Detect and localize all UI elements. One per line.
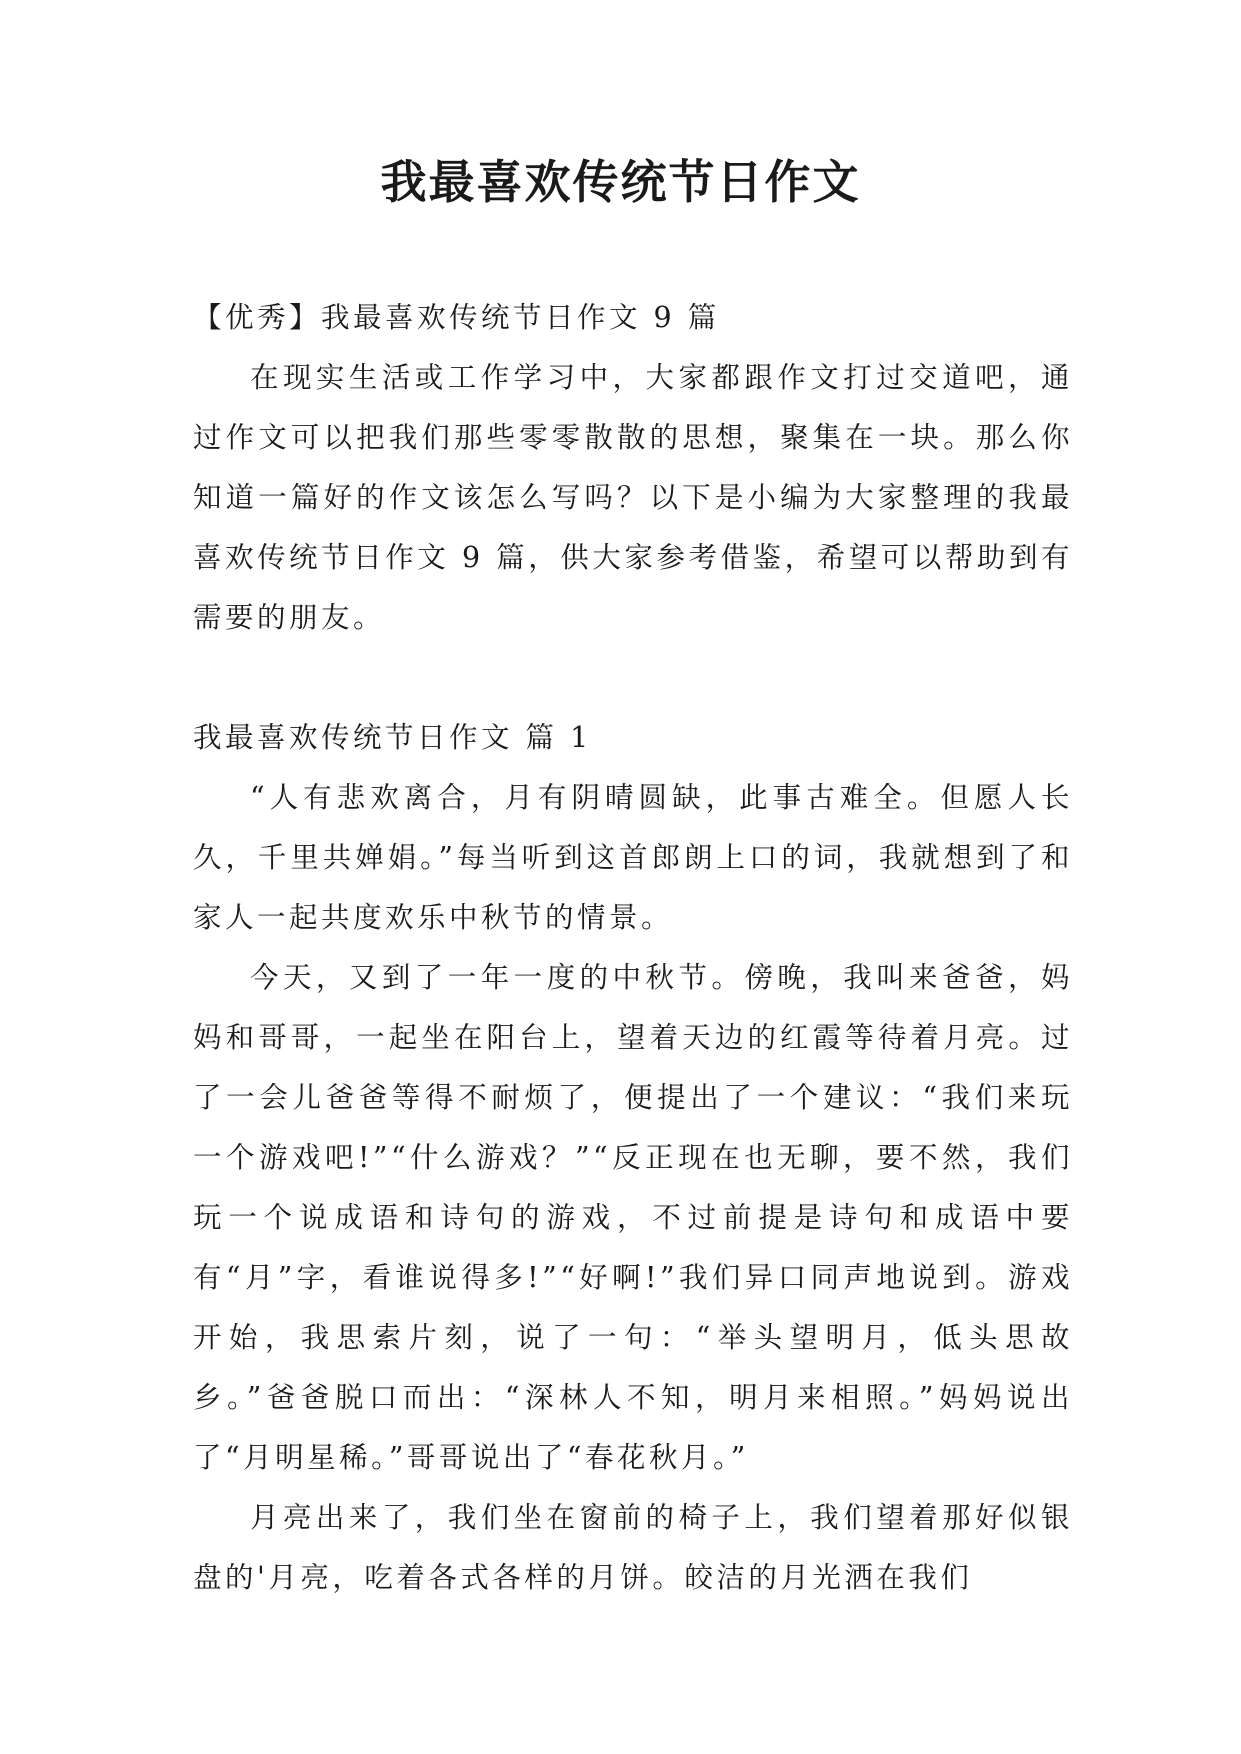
body-paragraph: 月亮出来了，我们坐在窗前的椅子上，我们望着那好似银盘的'月亮，吃着各式各样的月饼。皎洁的月光洒在我们: [193, 1501, 1073, 1594]
section-heading: 我最喜欢传统节日作文 篇 1: [193, 721, 592, 754]
body-paragraph: 今天，又到了一年一度的中秋节。傍晚，我叫来爸爸，妈妈和哥哥，一起坐在阳台上，望着天边的红霞等待着月亮。过了一会儿爸爸等得不耐烦了，便提出了一个建议：“我们来玩一个游戏吧!”“什么游戏？”“反正现在也无聊，要不然，我们玩一个说成语和诗句的游戏，不过前提是诗句和成语中要有“月”字，看谁说得多!”“好啊!”我们异口同声地说到。游戏开始，我思索片刻，说了一句：“举头望明月，低头思故乡。”爸爸脱口而出：“深林人不知，明月来相照。”妈妈说出了“月明星稀。”哥哥说出了“春花秋月。”: [193, 961, 1073, 1474]
document-body: [193, 288, 1073, 1608]
intro-paragraph: 在现实生活或工作学习中，大家都跟作文打过交道吧，通过作文可以把我们那些零零散散的思想，聚集在一块。那么你知道一篇好的作文该怎么写吗？以下是小编为大家整理的我最喜欢传统节日作文 9 篇，供大家参考借鉴，希望可以帮助到有需要的朋友。: [193, 361, 1073, 634]
body-paragraph: “人有悲欢离合，月有阴晴圆缺，此事古难全。但愿人长久，千里共婵娟。”每当听到这首郎朗上口的词，我就想到了和家人一起共度欢乐中秋节的情景。: [193, 781, 1073, 934]
document-title: 我最喜欢传统节日作文: [380, 155, 861, 209]
document-subtitle: 【优秀】我最喜欢传统节日作文 9 篇: [193, 301, 720, 334]
